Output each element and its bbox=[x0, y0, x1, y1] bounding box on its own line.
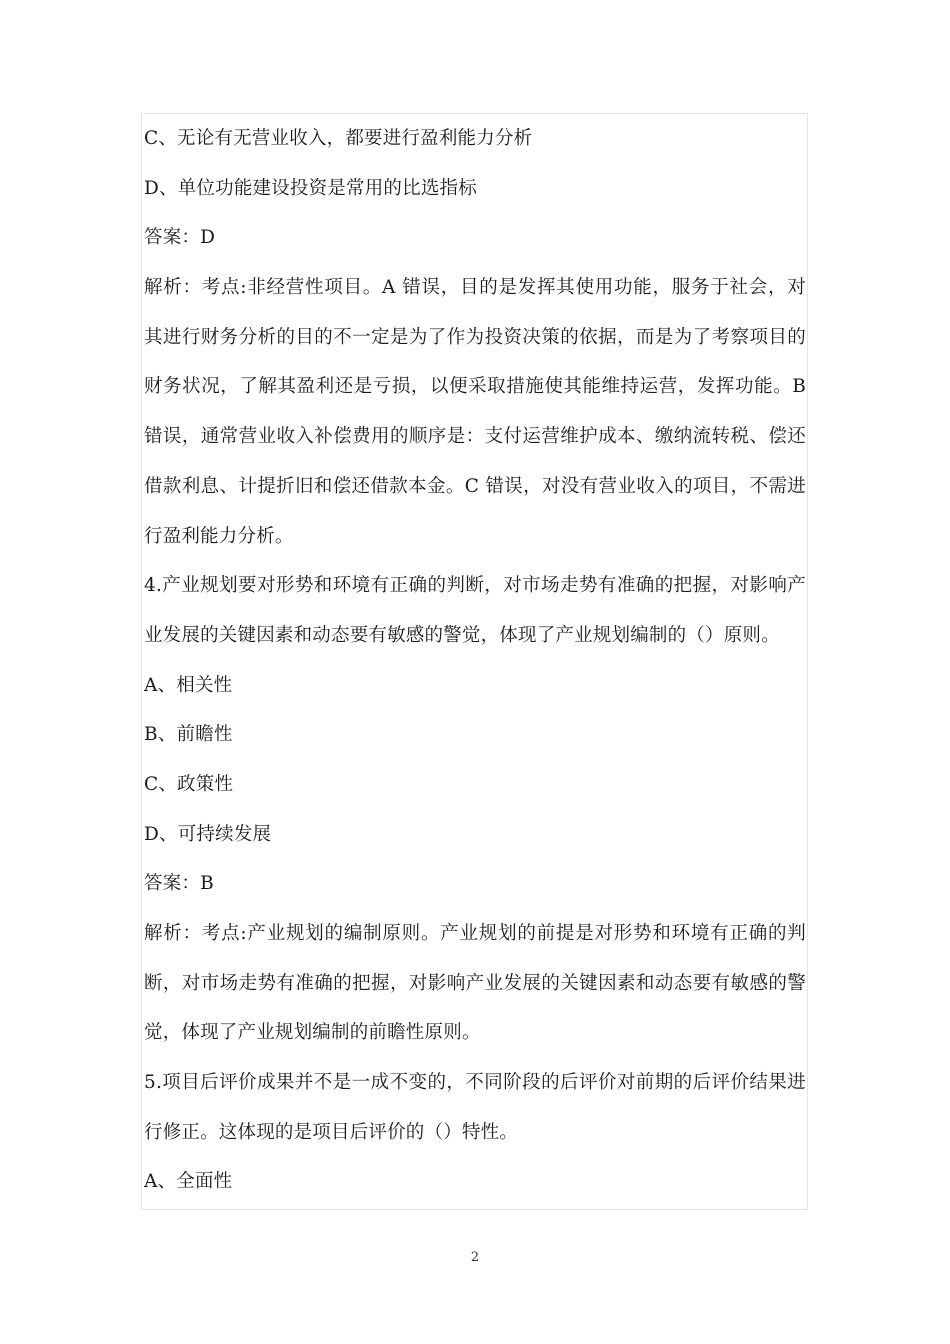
question-5-line-1: 5.项目后评价成果并不是一成不变的，不同阶段的后评价对前期的后评价结果进 bbox=[144, 1072, 806, 1094]
explanation-q4-line-1: 解析：考点:产业规划的编制原则。产业规划的前提是对形势和环境有正确的判 bbox=[144, 923, 806, 944]
option-b-q4: B、前瞻性 bbox=[144, 724, 233, 746]
document-body bbox=[144, 114, 806, 1207]
option-a-q4: A、相关性 bbox=[144, 674, 233, 696]
answer-q3: 答案：D bbox=[144, 227, 216, 249]
option-d-q3: D、单位功能建设投资是常用的比选指标 bbox=[144, 177, 477, 199]
page-number: 2 bbox=[470, 1250, 480, 1265]
explanation-q3-line-1: 解析：考点:非经营性项目。A 错误，目的是发挥其使用功能，服务于社会，对 bbox=[144, 277, 806, 299]
explanation-q3-line-3: 财务状况，了解其盈利还是亏损，以便采取措施使其能维持运营，发挥功能。B bbox=[144, 376, 806, 398]
option-d-q4: D、可持续发展 bbox=[144, 823, 272, 845]
question-5-line-2: 行修正。这体现的是项目后评价的（）特性。 bbox=[144, 1121, 519, 1143]
explanation-q3-line-6: 行盈利能力分析。 bbox=[144, 525, 294, 547]
question-4-line-1: 4.产业规划要对形势和环境有正确的判断，对市场走势有准确的把握，对影响产 bbox=[144, 575, 806, 597]
explanation-q4-line-3: 觉，体现了产业规划编制的前瞻性原则。 bbox=[144, 1022, 481, 1044]
answer-q4: 答案：B bbox=[144, 873, 214, 895]
explanation-q3-line-4: 错误，通常营业收入补偿费用的顺序是：支付运营维护成本、缴纳流转税、偿还 bbox=[144, 426, 806, 448]
option-a-q5: A、全面性 bbox=[144, 1171, 233, 1193]
option-c-q4: C、政策性 bbox=[144, 773, 234, 795]
question-4-line-2: 业发展的关键因素和动态要有敏感的警觉，体现了产业规划编制的（）原则。 bbox=[144, 624, 780, 646]
option-c-q3: C、无论有无营业收入，都要进行盈利能力分析 bbox=[144, 128, 533, 149]
explanation-q3-line-5: 借款利息、计提折旧和偿还借款本金。C 错误，对没有营业收入的项目，不需进 bbox=[144, 475, 806, 497]
explanation-q4-line-2: 断，对市场走势有准确的把握，对影响产业发展的关键因素和动态要有敏感的警 bbox=[144, 972, 806, 994]
explanation-q3-line-2: 其进行财务分析的目的不一定是为了作为投资决策的依据，而是为了考察项目的 bbox=[144, 326, 806, 348]
